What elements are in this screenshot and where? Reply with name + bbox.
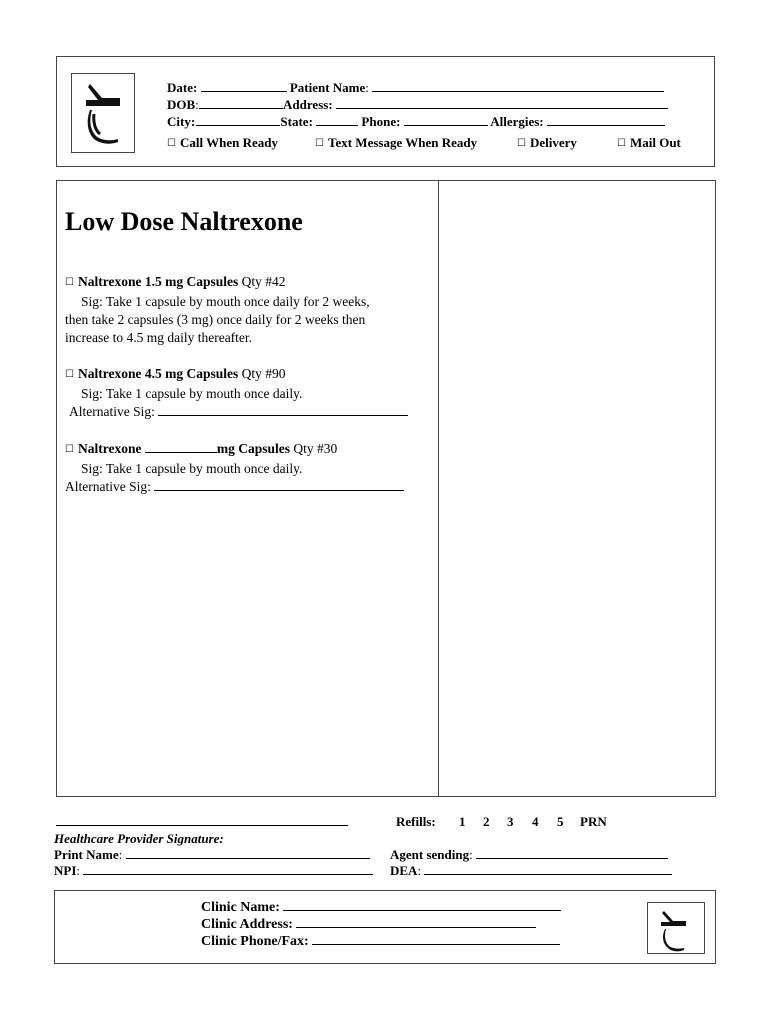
- state-field[interactable]: [316, 114, 358, 126]
- refills-label: Refills:: [396, 814, 436, 829]
- patient-name-field[interactable]: [372, 80, 664, 92]
- checkbox-icon[interactable]: ☐: [167, 138, 176, 149]
- clinic-name-field[interactable]: [283, 899, 561, 911]
- clinic-phone-field[interactable]: [312, 933, 560, 945]
- checkbox-icon[interactable]: ☐: [315, 138, 324, 149]
- address-label: Address:: [283, 97, 333, 112]
- date-field[interactable]: [201, 80, 287, 92]
- checkbox-icon[interactable]: ☐: [517, 138, 526, 149]
- custom-dose-field[interactable]: [145, 441, 217, 453]
- rx-item-2: ☐ Naltrexone 4.5 mg Capsules Qty #90 Sig: Take 1 capsule by mouth once daily. Alternative Sig:: [65, 365, 425, 421]
- provider-signature-label: Healthcare Provider Signature:: [54, 831, 224, 846]
- date-label: Date:: [167, 80, 198, 95]
- prescription-box: [56, 180, 716, 797]
- option-mail-out[interactable]: ☐ Mail Out: [617, 135, 681, 150]
- city-label: City:: [167, 114, 196, 129]
- pharmacy-logo-icon: [647, 902, 705, 954]
- rx-item-1: ☐ Naltrexone 1.5 mg Capsules Qty #42 Sig: Take 1 capsule by mouth once daily for 2 weeks, then take 2 capsules (3 mg) once daily for 2 weeks then increase to 4.5 mg daily thereafter.: [65, 274, 370, 345]
- option-call-when-ready[interactable]: ☐ Call When Ready: [167, 135, 278, 150]
- rx-item-3: ☐ Naltrexone mg Capsules Qty #30 Sig: Take 1 capsule by mouth once daily. Alternative Sig:: [65, 440, 425, 496]
- agent-sending-label: Agent sending: [390, 847, 470, 862]
- checkbox-icon[interactable]: ☐: [65, 369, 74, 380]
- print-name-field[interactable]: [126, 847, 370, 859]
- checkbox-icon[interactable]: ☐: [65, 277, 74, 288]
- alternative-sig-field[interactable]: [154, 479, 404, 491]
- phone-field[interactable]: [404, 114, 488, 126]
- column-divider: [438, 181, 439, 796]
- agent-sending-field[interactable]: [476, 847, 668, 859]
- signature-area: Refills: 1 2 3 4 5 PRN Healthcare Provider Signature: Print Name: Agent sending: NPI: DEA:: [54, 812, 714, 882]
- phone-label: Phone:: [361, 114, 401, 129]
- refill-option-2[interactable]: 2: [483, 814, 490, 829]
- dob-label: DOB: [167, 97, 196, 112]
- clinic-address-label: Clinic Address:: [201, 917, 293, 932]
- npi-label: NPI: [54, 863, 77, 878]
- refill-option-prn[interactable]: PRN: [580, 814, 607, 829]
- dea-field[interactable]: [424, 863, 672, 875]
- clinic-name-label: Clinic Name:: [201, 900, 280, 915]
- clinic-address-field[interactable]: [296, 916, 536, 928]
- allergies-label: Allergies:: [490, 114, 544, 129]
- refill-option-5[interactable]: 5: [557, 814, 564, 829]
- dob-field[interactable]: [199, 97, 283, 109]
- patient-info-box: Date: Patient Name: DOB: Address: City: State: Phone: Allergies: ☐ Call When Ready ☐ Text Message When Ready ☐ Delivery ☐ Mail Out: [56, 56, 715, 167]
- option-delivery[interactable]: ☐ Delivery: [517, 135, 577, 150]
- checkbox-icon[interactable]: ☐: [65, 444, 74, 455]
- refill-option-1[interactable]: 1: [459, 814, 466, 829]
- allergies-field[interactable]: [547, 114, 665, 126]
- city-field[interactable]: [196, 114, 280, 126]
- refill-option-4[interactable]: 4: [532, 814, 539, 829]
- clinic-phone-label: Clinic Phone/Fax:: [201, 934, 309, 949]
- patient-name-label: Patient Name: [289, 80, 366, 95]
- clinic-box: [54, 890, 716, 964]
- refill-option-3[interactable]: 3: [507, 814, 514, 829]
- option-text-message[interactable]: ☐ Text Message When Ready: [315, 135, 478, 150]
- page-title: Low Dose Naltrexone: [65, 207, 303, 236]
- state-label: State:: [280, 114, 313, 129]
- dea-label: DEA: [390, 863, 418, 878]
- npi-field[interactable]: [83, 863, 373, 875]
- address-field[interactable]: [336, 97, 668, 109]
- signature-line[interactable]: [56, 814, 348, 826]
- checkbox-icon[interactable]: ☐: [617, 138, 626, 149]
- pharmacy-logo-icon: [71, 73, 135, 153]
- print-name-label: Print Name: [54, 847, 119, 862]
- alternative-sig-field[interactable]: [158, 404, 408, 416]
